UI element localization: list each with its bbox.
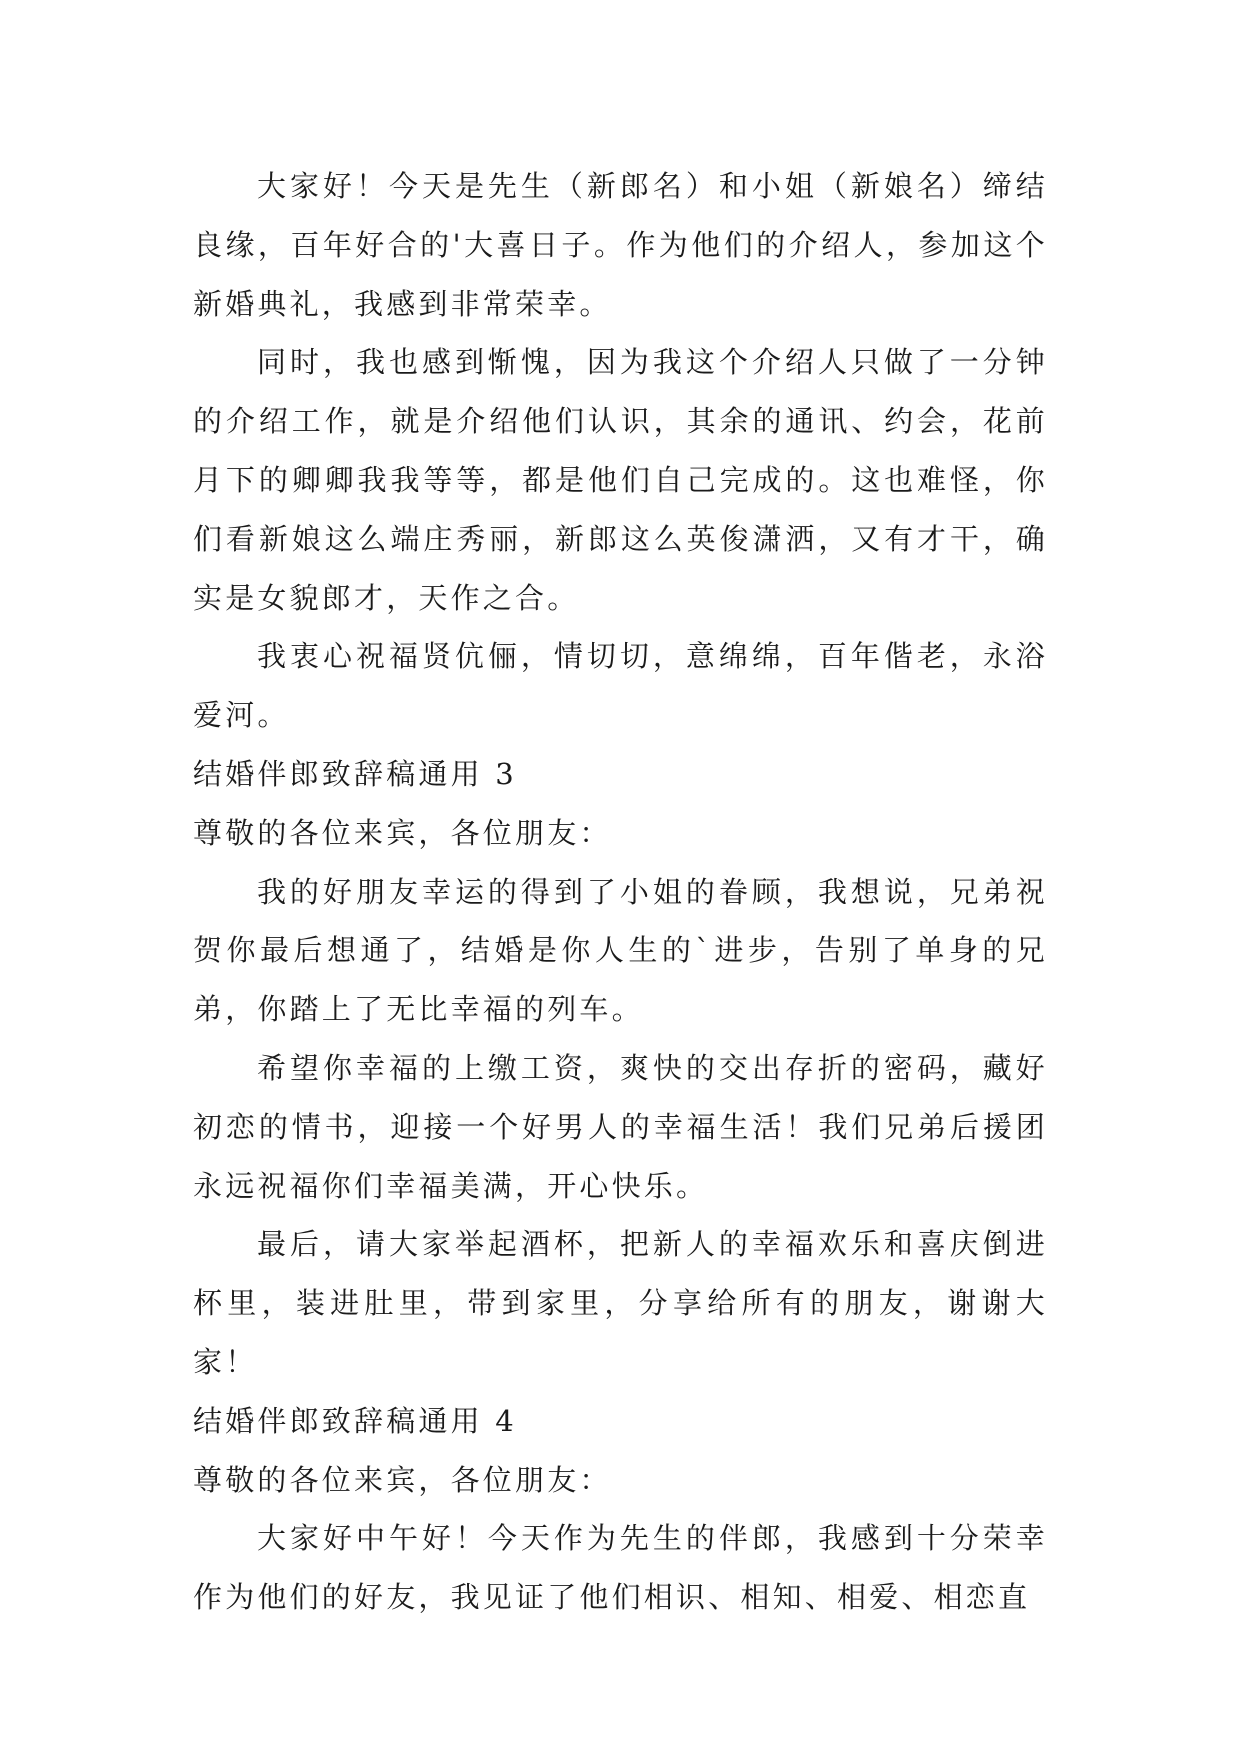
paragraph-toast: 最后，请大家举起酒杯，把新人的幸福欢乐和喜庆倒进杯里，装进肚里，带到家里，分享给所有的朋友，谢谢大家！ <box>193 1227 1048 1379</box>
section-title-3: 结婚伴郎致辞稿通用 3 <box>193 756 517 791</box>
paragraph-best-man-opening: 大家好中午好！今天作为先生的伴郎，我感到十分荣幸作为他们的好友，我见证了他们相识、相知、相爱、相恋直 <box>193 1521 1048 1615</box>
paragraph-introducer-remarks: 同时，我也感到惭愧，因为我这个介绍人只做了一分钟的介绍工作，就是介绍他们认识，其余的通讯、约会，花前月下的卿卿我我等等，都是他们自己完成的。这也难怪，你们看新娘这么端庄秀丽，新郎这么英俊潇洒，又有才干，确实是女貌郎才，天作之合。 <box>193 345 1048 615</box>
paragraph-blessing: 我衷心祝福贤伉俪，情切切，意绵绵，百年偕老，永浴爱河。 <box>193 639 1048 733</box>
salutation-3: 尊敬的各位来宾，各位朋友： <box>193 815 612 850</box>
section-title-4: 结婚伴郎致辞稿通用 4 <box>193 1403 517 1438</box>
paragraph-introduction: 大家好！今天是先生（新郎名）和小姐（新娘名）缔结良缘，百年好合的'大喜日子。作为他们的介绍人，参加这个新婚典礼，我感到非常荣幸。 <box>193 169 1048 321</box>
salutation-4: 尊敬的各位来宾，各位朋友： <box>193 1462 612 1497</box>
document-body <box>193 157 1048 1627</box>
paragraph-wishes: 希望你幸福的上缴工资，爽快的交出存折的密码，藏好初恋的情书，迎接一个好男人的幸福生活！我们兄弟后援团永远祝福你们幸福美满，开心快乐。 <box>193 1050 1048 1203</box>
paragraph-congratulations: 我的好朋友幸运的得到了小姐的眷顾，我想说，兄弟祝贺你最后想通了，结婚是你人生的`进步，告别了单身的兄弟，你踏上了无比幸福的列车。 <box>193 874 1048 1027</box>
